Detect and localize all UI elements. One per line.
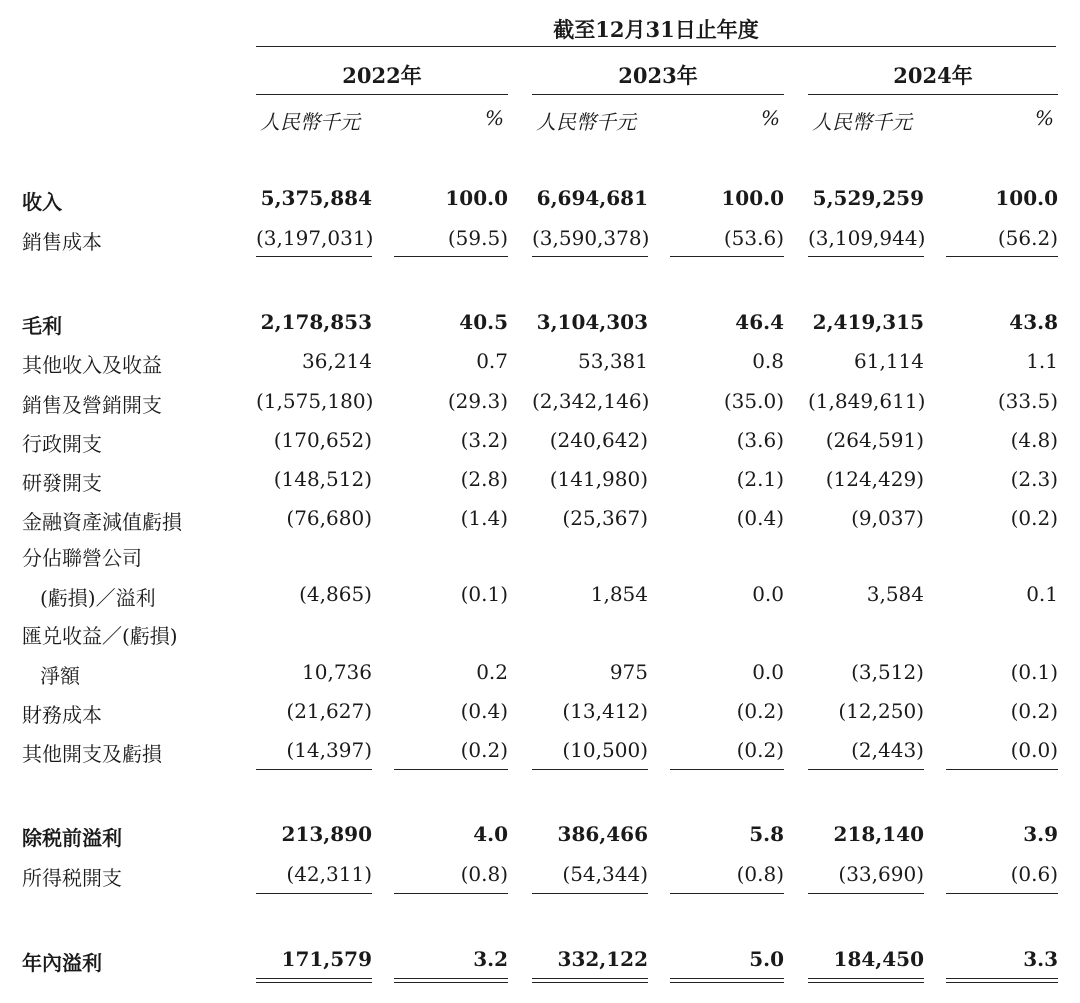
cell-amount-2024: (9,037): [851, 506, 924, 530]
subtotal-rule: [808, 893, 924, 894]
year-header-2022: 2022年: [342, 63, 422, 88]
table-row: [0, 660, 1080, 690]
cell-pct-2022: (0.1): [460, 582, 508, 606]
period-rule: [256, 46, 1056, 47]
row-label: 金融資產減值虧損: [22, 510, 182, 534]
cell-pct-2024: (0.6): [1010, 862, 1058, 886]
total-double-rule: [946, 978, 1058, 983]
cell-amount-2024: (12,250): [838, 699, 924, 723]
cell-amount-2024: 61,114: [854, 349, 924, 373]
cell-amount-2022: (148,512): [273, 467, 372, 491]
cell-amount-2022: (21,627): [286, 699, 372, 723]
cell-amount-2022: 10,736: [302, 660, 372, 684]
row-label: 其他開支及虧損: [22, 742, 162, 766]
table-row: [0, 582, 1080, 612]
subtotal-rule: [394, 256, 508, 257]
cell-amount-2022: 5,375,884: [260, 186, 372, 210]
table-row: [0, 620, 1080, 650]
cell-amount-2023: 386,466: [557, 822, 648, 846]
cell-pct-2024: (56.2): [997, 226, 1058, 250]
unit-amount-2024: 人民幣千元: [812, 110, 912, 134]
cell-pct-2023: (0.4): [736, 506, 784, 530]
row-label: (虧損)／溢利: [40, 586, 156, 610]
cell-pct-2023: 0.8: [752, 349, 784, 373]
cell-pct-2022: 3.2: [473, 947, 508, 971]
subtotal-rule: [946, 256, 1058, 257]
subtotal-rule: [256, 256, 372, 257]
cell-pct-2024: 0.1: [1026, 582, 1058, 606]
cell-amount-2023: (54,344): [562, 862, 648, 886]
cell-pct-2023: (3.6): [736, 428, 784, 452]
subtotal-rule: [532, 769, 648, 770]
cell-pct-2023: 5.0: [749, 947, 784, 971]
cell-pct-2023: (0.2): [736, 738, 784, 762]
table-row: [0, 226, 1080, 256]
year-header-2024: 2024年: [893, 63, 973, 88]
cell-pct-2022: (1.4): [460, 506, 508, 530]
cell-amount-2022: (3,197,031): [256, 226, 374, 250]
unit-pct-2023: %: [760, 106, 780, 130]
cell-amount-2024: (3,109,944): [808, 226, 926, 250]
subtotal-rule: [946, 769, 1058, 770]
table-row: [0, 506, 1080, 536]
unit-pct-2022: %: [484, 106, 504, 130]
cell-amount-2022: 36,214: [302, 349, 372, 373]
cell-amount-2022: 171,579: [281, 947, 372, 971]
row-label: 銷售及營銷開支: [22, 393, 162, 417]
cell-amount-2023: (141,980): [549, 467, 648, 491]
row-label: 年內溢利: [22, 951, 102, 975]
unit-pct-2024: %: [1034, 106, 1054, 130]
subtotal-rule: [532, 893, 648, 894]
cell-pct-2024: (0.2): [1010, 506, 1058, 530]
cell-amount-2022: 2,178,853: [260, 310, 372, 334]
cell-pct-2024: 3.9: [1023, 822, 1058, 846]
subtotal-rule: [670, 769, 784, 770]
table-row: [0, 389, 1080, 419]
row-label: 銷售成本: [22, 230, 102, 254]
table-row: [0, 542, 1080, 572]
cell-amount-2022: 213,890: [281, 822, 372, 846]
cell-amount-2022: (4,865): [299, 582, 372, 606]
cell-amount-2023: (13,412): [562, 699, 648, 723]
row-label: 所得税開支: [22, 866, 122, 890]
cell-pct-2022: (2.8): [460, 467, 508, 491]
cell-amount-2024: 2,419,315: [812, 310, 924, 334]
cell-pct-2024: 43.8: [1009, 310, 1058, 334]
cell-amount-2024: (3,512): [851, 660, 924, 684]
cell-pct-2022: 0.7: [476, 349, 508, 373]
cell-amount-2023: (10,500): [562, 738, 648, 762]
subtotal-rule: [394, 893, 508, 894]
cell-pct-2023: 0.0: [752, 660, 784, 684]
cell-pct-2024: (33.5): [997, 389, 1058, 413]
unit-amount-2022: 人民幣千元: [260, 110, 360, 134]
table-row: [0, 822, 1080, 852]
row-label: 收入: [22, 190, 62, 214]
subtotal-rule: [532, 256, 648, 257]
total-double-rule: [670, 978, 784, 983]
row-label: 分佔聯營公司: [22, 546, 142, 570]
cell-pct-2024: 1.1: [1026, 349, 1058, 373]
year-header-2023: 2023年: [618, 63, 698, 88]
cell-pct-2023: 100.0: [721, 186, 784, 210]
table-row: [0, 862, 1080, 892]
cell-amount-2024: (33,690): [838, 862, 924, 886]
subtotal-rule: [670, 256, 784, 257]
cell-pct-2024: (0.2): [1010, 699, 1058, 723]
cell-pct-2024: (0.1): [1010, 660, 1058, 684]
cell-pct-2022: (3.2): [460, 428, 508, 452]
cell-amount-2022: (76,680): [286, 506, 372, 530]
cell-amount-2024: (2,443): [851, 738, 924, 762]
subtotal-rule: [946, 893, 1058, 894]
cell-amount-2023: 6,694,681: [536, 186, 648, 210]
cell-amount-2024: 184,450: [833, 947, 924, 971]
cell-pct-2024: (2.3): [1010, 467, 1058, 491]
total-double-rule: [532, 978, 648, 983]
cell-pct-2023: (0.2): [736, 699, 784, 723]
row-label: 研發開支: [22, 471, 102, 495]
year-rule-2023: [532, 94, 784, 95]
cell-amount-2024: (1,849,611): [808, 389, 926, 413]
cell-pct-2023: (0.8): [736, 862, 784, 886]
cell-amount-2022: (42,311): [286, 862, 372, 886]
cell-amount-2023: 975: [609, 660, 648, 684]
cell-amount-2024: 5,529,259: [812, 186, 924, 210]
row-label: 行政開支: [22, 432, 102, 456]
cell-pct-2023: 5.8: [749, 822, 784, 846]
table-row: [0, 310, 1080, 340]
subtotal-rule: [394, 769, 508, 770]
subtotal-rule: [256, 893, 372, 894]
period-title: 截至12月31日止年度: [553, 17, 759, 42]
row-label: 除税前溢利: [22, 826, 122, 850]
cell-amount-2024: 3,584: [866, 582, 924, 606]
subtotal-rule: [670, 893, 784, 894]
cell-amount-2024: (124,429): [825, 467, 924, 491]
cell-pct-2024: 3.3: [1023, 947, 1058, 971]
row-label: 毛利: [22, 314, 62, 338]
cell-amount-2022: (14,397): [286, 738, 372, 762]
cell-pct-2022: (0.8): [460, 862, 508, 886]
subtotal-rule: [256, 769, 372, 770]
total-double-rule: [256, 978, 372, 983]
cell-pct-2022: 4.0: [473, 822, 508, 846]
cell-pct-2024: 100.0: [995, 186, 1058, 210]
unit-amount-2023: 人民幣千元: [536, 110, 636, 134]
cell-pct-2022: (0.4): [460, 699, 508, 723]
cell-amount-2023: (3,590,378): [532, 226, 650, 250]
table-row: [0, 467, 1080, 497]
cell-pct-2023: (2.1): [736, 467, 784, 491]
cell-pct-2023: 0.0: [752, 582, 784, 606]
row-label: 財務成本: [22, 703, 102, 727]
table-row: [0, 349, 1080, 379]
table-row: [0, 186, 1080, 216]
subtotal-rule: [808, 256, 924, 257]
cell-amount-2022: (170,652): [273, 428, 372, 452]
table-row: [0, 738, 1080, 768]
cell-pct-2024: (0.0): [1010, 738, 1058, 762]
cell-pct-2023: (53.6): [723, 226, 784, 250]
cell-amount-2023: (240,642): [549, 428, 648, 452]
cell-pct-2022: 100.0: [445, 186, 508, 210]
cell-amount-2024: (264,591): [825, 428, 924, 452]
row-label: 匯兑收益／(虧損): [22, 624, 178, 648]
cell-pct-2022: (0.2): [460, 738, 508, 762]
row-label: 淨額: [40, 664, 80, 688]
year-rule-2024: [808, 94, 1058, 95]
cell-amount-2023: 3,104,303: [536, 310, 648, 334]
table-row: [0, 699, 1080, 729]
cell-pct-2022: (59.5): [447, 226, 508, 250]
cell-amount-2023: (2,342,146): [532, 389, 650, 413]
cell-amount-2023: (25,367): [562, 506, 648, 530]
table-row: [0, 947, 1080, 977]
year-rule-2022: [256, 94, 508, 95]
cell-amount-2023: 332,122: [557, 947, 648, 971]
total-double-rule: [808, 978, 924, 983]
table-row: [0, 428, 1080, 458]
cell-pct-2022: 40.5: [459, 310, 508, 334]
cell-amount-2024: 218,140: [833, 822, 924, 846]
row-label: 其他收入及收益: [22, 353, 162, 377]
cell-pct-2022: 0.2: [476, 660, 508, 684]
cell-amount-2023: 53,381: [578, 349, 648, 373]
cell-pct-2023: 46.4: [735, 310, 784, 334]
cell-amount-2023: 1,854: [590, 582, 648, 606]
cell-pct-2023: (35.0): [723, 389, 784, 413]
subtotal-rule: [808, 769, 924, 770]
cell-amount-2022: (1,575,180): [256, 389, 374, 413]
cell-pct-2024: (4.8): [1010, 428, 1058, 452]
cell-pct-2022: (29.3): [447, 389, 508, 413]
total-double-rule: [394, 978, 508, 983]
